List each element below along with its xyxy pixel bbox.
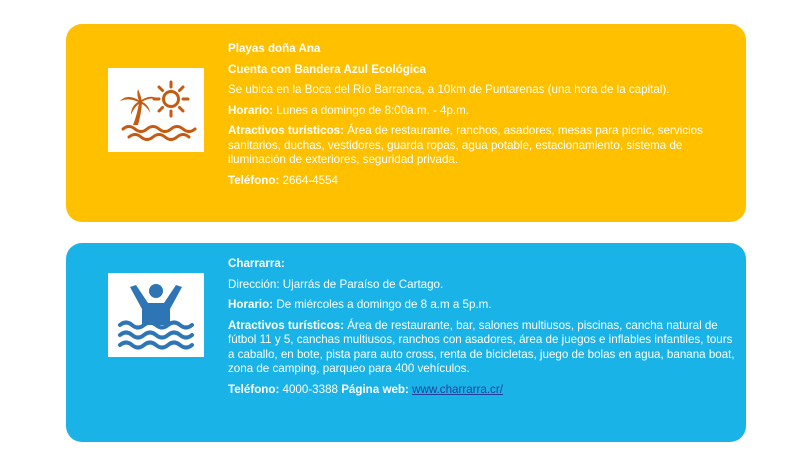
beach-sun-palm-icon [108, 68, 204, 152]
phone-label: Teléfono: [228, 382, 280, 396]
attractions-line [228, 124, 738, 168]
charrarra-title: Charrarra: [228, 257, 285, 270]
hours-value: Lunes a domingo de 8:00a.m. - 4p.m. [273, 103, 470, 117]
website-link[interactable]: www.charrarra.cr/ [412, 382, 503, 396]
web-label: Página web: [341, 382, 409, 396]
card-charrarra [66, 243, 746, 442]
attractions-value: Área de restaurante, ranchos, asadores, mesas para picnic, servicios sanitarios, duchas, vestidores, guarda ropas, agua potable, estacionamiento, sistema de iluminación de exteriores, seguridad privada. [228, 124, 703, 166]
location-text: Se ubica en la Boca del Río Barranca, a 10km de Puntarenas (una hora de la capital). [228, 83, 670, 96]
phone-label: Teléfono: [228, 173, 280, 187]
hours-label: Horario: [228, 298, 274, 311]
hours-line [228, 298, 738, 313]
address-text: Dirección: Ujarrás de Paraíso de Cartago. [228, 277, 444, 291]
phone-line [228, 174, 738, 189]
phone-web-line [228, 383, 738, 398]
attractions-value: Área de restaurante, bar, salones multiusos, piscinas, cancha natural de fútbol 11 y 5, canchas multiusos, ranchos con asadores, área de juegos e inflables infantiles, tours a caballo, en bote, pista para auto cross, renta de bicicletas, juego de bolas en agua, banana boat, zona de camping, parqueo para 400 vehículos. [228, 318, 735, 375]
hours-line [228, 104, 738, 119]
blue-flag-subtitle: Cuenta con Bandera Azul Ecológica [228, 62, 426, 76]
card-content [228, 42, 738, 194]
phone-value: 2664-4554 [279, 173, 338, 187]
beach-title: Playas doña Ana [228, 42, 321, 55]
phone-value: 4000-3388 [279, 382, 342, 396]
swimmer-waves-icon [108, 273, 204, 357]
attractions-label: Atractivos turísticos: [228, 124, 344, 137]
hours-value: De miércoles a domingo de 8 a.m a 5p.m. [273, 298, 492, 311]
hours-label: Horario: [228, 103, 274, 117]
card-content [228, 257, 738, 403]
attractions-label: Atractivos turísticos: [228, 318, 344, 332]
attractions-line [228, 319, 738, 377]
card-playas-dona-ana [66, 24, 746, 222]
